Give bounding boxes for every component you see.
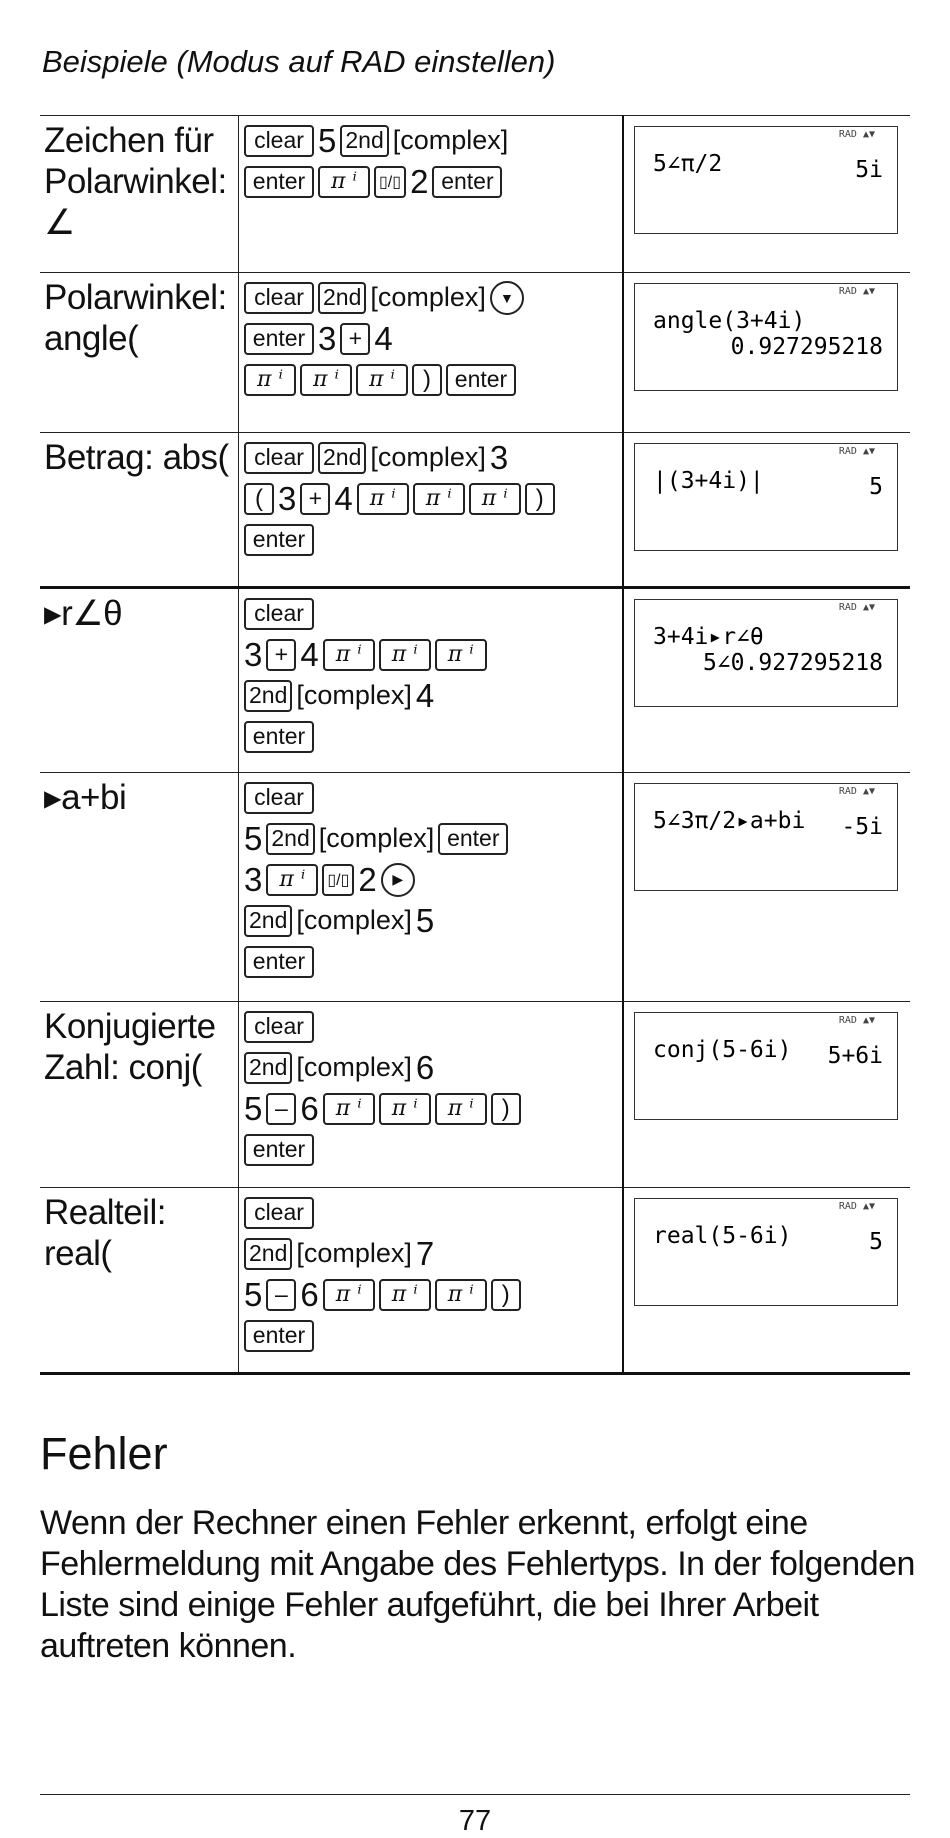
complex-key: [complex]	[370, 282, 486, 312]
fraction-key: ▯/▯	[374, 166, 406, 198]
complex-key: [complex]	[296, 1052, 412, 1082]
key-sequence: clear 2nd [complex] 6 5 – 6 π ⁱ π ⁱ π ⁱ ) enter	[239, 1002, 624, 1188]
footer-divider	[40, 1794, 910, 1795]
pi-key: π ⁱ	[300, 364, 352, 396]
down-arrow-icon: ▼	[490, 281, 524, 315]
plus-key: +	[266, 639, 296, 671]
calculator-screen: RAD ▲▼ real(5-6i) 5	[634, 1198, 898, 1306]
calculator-screen: RAD ▲▼ |(3+4i)| 5	[634, 443, 898, 551]
pi-key: π ⁱ	[318, 166, 370, 198]
complex-key: [complex]	[296, 905, 412, 935]
row-label: Zeichen für Polarwinkel: ∠	[40, 116, 239, 273]
key-sequence: clear 2nd [complex] 7 5 – 6 π ⁱ π ⁱ π ⁱ ) enter	[239, 1188, 624, 1374]
pi-key: π ⁱ	[266, 864, 318, 896]
rparen-key: )	[491, 1279, 521, 1311]
clear-key: clear	[244, 442, 314, 474]
row-label: Betrag: abs(	[40, 433, 239, 588]
clear-key: clear	[244, 282, 314, 314]
calculator-screen: RAD ▲▼ 5∠3π/2▸a+bi -5i	[634, 783, 898, 891]
enter-key: enter	[244, 721, 314, 753]
row-label: ▸a+bi	[40, 773, 239, 1002]
enter-key: enter	[244, 524, 314, 556]
pi-key: π ⁱ	[435, 1093, 487, 1125]
pi-key: π ⁱ	[379, 639, 431, 671]
second-key: 2nd	[318, 282, 366, 314]
second-key: 2nd	[244, 905, 292, 937]
row-label: Konjugierte Zahl: conj(	[40, 1002, 239, 1188]
key-sequence: clear 5 2nd [complex] enter π ⁱ ▯/▯ 2 enter	[239, 116, 624, 273]
key-sequence: clear 3 + 4 π ⁱ π ⁱ π ⁱ 2nd [complex] 4 enter	[239, 588, 624, 773]
plus-key: +	[340, 323, 370, 355]
complex-key: [complex]	[370, 442, 486, 472]
enter-key: enter	[244, 1320, 314, 1352]
calculator-screen: RAD ▲▼ angle(3+4i) 0.927295218	[634, 283, 898, 391]
clear-key: clear	[244, 1197, 314, 1229]
row-label: Polarwinkel: angle(	[40, 273, 239, 433]
table-row	[40, 433, 910, 588]
pi-key: π ⁱ	[357, 483, 409, 515]
pi-key: π ⁱ	[435, 1279, 487, 1311]
clear-key: clear	[244, 125, 314, 157]
pi-key: π ⁱ	[413, 483, 465, 515]
pi-key: π ⁱ	[244, 364, 296, 396]
pi-key: π ⁱ	[435, 639, 487, 671]
second-key: 2nd	[244, 1238, 292, 1270]
pi-key: π ⁱ	[379, 1093, 431, 1125]
key-sequence: clear 2nd [complex] 3 ( 3 + 4 π ⁱ π ⁱ π ⁱ ) enter	[239, 433, 624, 588]
calculator-screen: RAD ▲▼ 5∠π/2 5i	[634, 126, 898, 234]
table-row	[40, 773, 910, 1002]
minus-key: –	[266, 1093, 296, 1125]
second-key: 2nd	[340, 125, 388, 157]
table-row	[40, 116, 910, 273]
calculator-screen: RAD ▲▼ 3+4i▸r∠θ 5∠0.927295218	[634, 599, 898, 707]
plus-key: +	[300, 483, 330, 515]
intro-text: Beispiele (Modus auf RAD einstellen)	[42, 44, 556, 79]
table-row	[40, 588, 910, 773]
pi-key: π ⁱ	[469, 483, 521, 515]
key-sequence: clear 5 2nd [complex] enter 3 π ⁱ ▯/▯ 2 ▶ 2nd [complex] 5 enter	[239, 773, 624, 1002]
complex-key: [complex]	[392, 125, 509, 155]
fraction-key: ▯/▯	[322, 864, 354, 896]
rparen-key: )	[525, 483, 555, 515]
right-arrow-icon: ▶	[381, 863, 415, 897]
rparen-key: )	[491, 1093, 521, 1125]
pi-key: π ⁱ	[356, 364, 408, 396]
body-paragraph: Wenn der Rechner einen Fehler erkennt, erfolgt eine Fehlermeldung mit Angabe des Fehlertyps. In der folgenden Liste sind einige Fehler aufgeführt, die bei Ihrer Arbeit auftreten können.	[40, 1504, 915, 1665]
second-key: 2nd	[266, 823, 314, 855]
table-row	[40, 1002, 910, 1188]
enter-key: enter	[432, 166, 502, 198]
pi-key: π ⁱ	[323, 639, 375, 671]
pi-key: π ⁱ	[379, 1279, 431, 1311]
mode-indicator: RAD ▲▼	[838, 129, 875, 140]
second-key: 2nd	[318, 442, 366, 474]
calculator-screen: RAD ▲▼ conj(5-6i) 5+6i	[634, 1012, 898, 1120]
examples-table	[40, 115, 910, 1375]
section-heading: Fehler	[40, 1428, 168, 1479]
complex-key: [complex]	[296, 1238, 412, 1268]
clear-key: clear	[244, 782, 314, 814]
enter-key: enter	[244, 946, 314, 978]
pi-key: π ⁱ	[323, 1093, 375, 1125]
second-key: 2nd	[244, 680, 292, 712]
enter-key: enter	[244, 1134, 314, 1166]
pi-key: π ⁱ	[323, 1279, 375, 1311]
clear-key: clear	[244, 598, 314, 630]
minus-key: –	[266, 1279, 296, 1311]
row-label: Realteil: real(	[40, 1188, 239, 1374]
row-label: ▸r∠θ	[40, 588, 239, 773]
enter-key: enter	[438, 823, 508, 855]
table-row	[40, 273, 910, 433]
enter-key: enter	[244, 323, 314, 355]
clear-key: clear	[244, 1011, 314, 1043]
enter-key: enter	[446, 364, 516, 396]
lparen-key: (	[244, 483, 274, 515]
table-row	[40, 1188, 910, 1374]
complex-key: [complex]	[318, 823, 435, 853]
key-sequence: clear 2nd [complex] ▼ enter 3 + 4 π ⁱ π ⁱ π ⁱ ) enter	[239, 273, 624, 433]
rparen-key: )	[412, 364, 442, 396]
enter-key: enter	[244, 166, 314, 198]
page-number: 77	[458, 1805, 492, 1837]
second-key: 2nd	[244, 1052, 292, 1084]
complex-key: [complex]	[296, 680, 412, 710]
